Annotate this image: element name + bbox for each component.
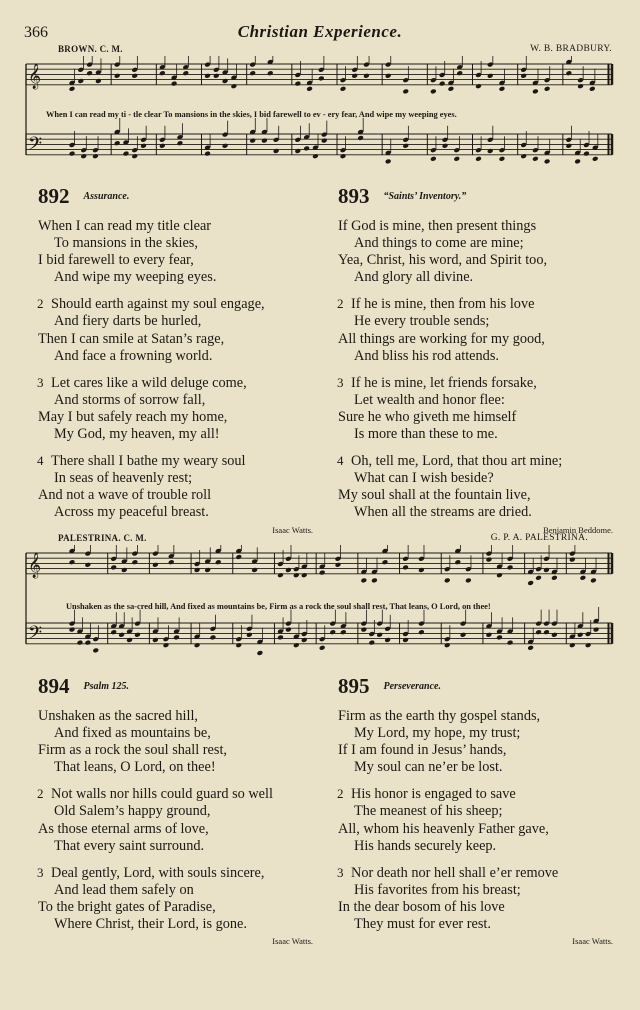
verse-line (38, 252, 313, 269)
verse-text: Should earth against my soul engage, (51, 296, 265, 313)
stanza (338, 864, 613, 933)
stanza (338, 452, 613, 521)
verse-line (338, 452, 613, 470)
verse-text: All things are working for my good, (338, 330, 545, 347)
verse-line (38, 313, 313, 330)
verse-line (38, 331, 313, 348)
verse-line (338, 899, 613, 916)
verse-text: And wipe my weeping eyes. (54, 269, 217, 286)
verse-line (38, 821, 313, 838)
verse-line (338, 269, 613, 286)
verse-line (38, 759, 313, 776)
stanza (38, 374, 313, 443)
verse-line (338, 374, 613, 392)
running-head: Christian Experience. (237, 22, 403, 41)
stanza-number: 2 (37, 786, 44, 802)
tune-name-brown: BROWN. C. M. (58, 44, 123, 54)
verse-text: To mansions in the skies, (54, 235, 198, 252)
stanza (338, 785, 613, 854)
verse-line (38, 348, 313, 365)
stanza-number: 4 (337, 453, 344, 469)
hymn-attribution: Benjamin Beddome. (543, 524, 613, 535)
verse-text: That every saint surround. (54, 837, 205, 854)
verse-text: They must for ever rest. (354, 916, 491, 933)
verse-line (338, 218, 613, 235)
verse-line (338, 235, 613, 252)
lyric-underlay-brown: When I can read my ti - tle clear To mansions in the skies, I bid farewell to ev - ery fear, And wipe my weeping eyes. (46, 110, 457, 119)
hymn-header (338, 184, 613, 209)
verse-line (338, 487, 613, 504)
verse-text: Oh, tell me, Lord, that thou art mine; (351, 453, 563, 470)
verse-text: Yea, Christ, his word, and Spirit too, (338, 252, 548, 269)
verse-text: Firm as a rock the soul shall rest, (38, 742, 228, 759)
verse-line (38, 742, 313, 759)
stanza-number: 2 (337, 296, 344, 312)
verse-line (38, 882, 313, 899)
verse-line (338, 882, 613, 899)
hymn-number: 893 (338, 184, 370, 208)
stanza (38, 218, 313, 286)
verse-text: All, whom his heavenly Father gave, (338, 820, 549, 837)
hymn-number: 895 (338, 674, 370, 698)
verse-text: And bliss his rod attends. (354, 347, 499, 364)
svg-text:𝄞: 𝄞 (28, 63, 42, 89)
verse-line (38, 470, 313, 487)
verse-text: In the dear bosom of his love (338, 898, 505, 915)
verse-line (338, 295, 613, 313)
tune-composer-palestrina: G. P. A. PALESTRINA. (490, 533, 588, 543)
hymn-header (38, 674, 313, 699)
verse-line (338, 916, 613, 933)
hymn-892 (38, 184, 313, 535)
hymn-attribution: Isaac Watts. (572, 936, 613, 947)
verse-line (38, 785, 313, 803)
verse-line (38, 409, 313, 426)
verse-text: Unshaken as the sacred hill, (38, 708, 198, 724)
verse-line (338, 392, 613, 409)
hymn-title: Psalm 125. (83, 681, 130, 692)
svg-text:𝄞: 𝄞 (28, 552, 42, 578)
lyric-underlay-palestrina: Unshaken as the sa-cred hill, And fixed as mountains be, Firm as a rock the soul shall rest, That leans, O Lord, on thee! (66, 602, 491, 611)
verse-text: Deal gently, Lord, with souls sincere, (51, 864, 265, 881)
verse-line (38, 487, 313, 504)
verse-text: My God, my heaven, my all! (54, 426, 220, 443)
verse-text: Let wealth and honor flee: (354, 391, 505, 408)
verse-line (338, 803, 613, 820)
stanza-number: 2 (37, 296, 44, 312)
verse-text: And fixed as mountains be, (54, 725, 211, 742)
verse-text: And lead them safely on (54, 881, 194, 898)
stanza-number: 3 (337, 864, 344, 880)
verse-line (38, 916, 313, 933)
hymn-894 (38, 674, 313, 946)
hymn-title: Perseverance. (383, 681, 441, 692)
verse-line (338, 409, 613, 426)
hymn-title: Assurance. (83, 191, 130, 202)
verse-text: And not a wave of trouble roll (38, 487, 212, 504)
hymn-title: “Saints’ Inventory.” (383, 191, 467, 202)
tune-composer-brown: W. B. BRADBURY. (530, 44, 612, 54)
hymn-header (38, 184, 313, 209)
verse-text: Nor death nor hell shall e’er remove (351, 864, 559, 881)
stanza (338, 708, 613, 776)
verse-text: Firm as the earth thy gospel stands, (338, 708, 541, 724)
verse-text: His hands securely keep. (354, 837, 497, 854)
verse-line (38, 374, 313, 392)
verse-text: When all the streams are dried. (354, 504, 532, 521)
stanza (338, 374, 613, 443)
stanza-number: 3 (337, 374, 344, 390)
verse-text: My soul can ne’er be lost. (354, 759, 503, 776)
verse-text: If he is mine, then from his love (351, 296, 535, 313)
stanza (38, 708, 313, 776)
verse-text: As those eternal arms of love, (38, 820, 209, 837)
verse-text: And glory all divine. (354, 269, 474, 286)
verse-text: The meanest of his sheep; (354, 803, 503, 820)
verse-text: Old Salem’s happy ground, (54, 803, 211, 820)
stanza (338, 295, 613, 364)
verse-line (338, 504, 613, 521)
verse-text: To the bright gates of Paradise, (38, 898, 216, 915)
verse-line (38, 708, 313, 725)
verse-line (338, 331, 613, 348)
verse-line (38, 725, 313, 742)
verse-text: And face a frowning world. (54, 347, 213, 364)
tune-name-palestrina: PALESTRINA. C. M. (58, 533, 147, 543)
stanza-number: 3 (37, 374, 44, 390)
hymn-attribution: Isaac Watts. (272, 524, 313, 535)
verse-text: And storms of sorrow fall, (54, 391, 206, 408)
verse-text: In seas of heavenly rest; (54, 470, 193, 487)
verse-text: My soul shall at the fountain live, (338, 487, 531, 504)
verse-line (38, 803, 313, 820)
verse-line (38, 295, 313, 313)
verse-line (38, 269, 313, 286)
hymn-893 (338, 184, 613, 535)
hymn-number: 894 (38, 674, 70, 698)
verse-line (38, 899, 313, 916)
verse-text: Let cares like a wild deluge come, (51, 374, 247, 391)
svg-text:𝄢: 𝄢 (28, 622, 43, 648)
verse-text: May I but safely reach my home, (38, 408, 228, 425)
verse-line (38, 504, 313, 521)
verse-text: Across my peaceful breast. (54, 504, 209, 521)
verse-line (338, 725, 613, 742)
verse-text: And fiery darts be hurled, (54, 313, 202, 330)
verse-text: That leans, O Lord, on thee! (54, 759, 216, 776)
verse-line (38, 864, 313, 882)
verse-text: If God is mine, then present things (338, 218, 537, 234)
verse-line (338, 708, 613, 725)
verse-line (338, 838, 613, 855)
hymn-895 (338, 674, 613, 946)
stanza-number: 4 (37, 453, 44, 469)
hymn-attribution: Isaac Watts. (272, 936, 313, 947)
verse-line (338, 426, 613, 443)
verse-line (38, 392, 313, 409)
verse-text: If I am found in Jesus’ hands, (338, 742, 507, 759)
stanza (38, 452, 313, 521)
verse-text: He every trouble sends; (354, 313, 490, 330)
stanza (38, 785, 313, 854)
verse-text: Sure he who giveth me himself (338, 408, 517, 425)
hymn-header (338, 674, 613, 699)
verse-line (338, 348, 613, 365)
page-number: 366 (24, 24, 48, 41)
verse-line (38, 235, 313, 252)
verse-text: Is more than these to me. (354, 426, 498, 443)
verse-line (338, 785, 613, 803)
stanza-number: 3 (37, 864, 44, 880)
verse-text: I bid farewell to every fear, (38, 252, 194, 269)
verse-text: There shall I bathe my weary soul (51, 453, 246, 470)
verse-text: Where Christ, their Lord, is gone. (54, 916, 247, 933)
stanza (38, 864, 313, 933)
verse-text: When I can read my title clear (38, 218, 212, 234)
verse-text: Then I can smile at Satan’s rage, (38, 330, 225, 347)
stanza (38, 295, 313, 364)
verse-line (338, 252, 613, 269)
verse-line (338, 742, 613, 759)
verse-line (338, 470, 613, 487)
verse-line (38, 452, 313, 470)
verse-line (38, 218, 313, 235)
stanza-number: 2 (337, 786, 344, 802)
verse-line (38, 838, 313, 855)
verse-line (38, 426, 313, 443)
verse-line (338, 313, 613, 330)
verse-text: His honor is engaged to save (351, 786, 516, 803)
verse-text: And things to come are mine; (354, 235, 524, 252)
stanza (338, 218, 613, 286)
verse-line (338, 864, 613, 882)
verse-text: If he is mine, let friends forsake, (351, 374, 537, 391)
verse-text: His favorites from his breast; (354, 881, 521, 898)
verse-line (338, 759, 613, 776)
svg-text:𝄢: 𝄢 (28, 133, 43, 159)
verse-line (338, 821, 613, 838)
hymn-number: 892 (38, 184, 70, 208)
verse-text: What can I wish beside? (354, 470, 494, 487)
verse-text: Not walls nor hills could guard so well (51, 786, 273, 803)
verse-text: My Lord, my hope, my trust; (354, 725, 521, 742)
